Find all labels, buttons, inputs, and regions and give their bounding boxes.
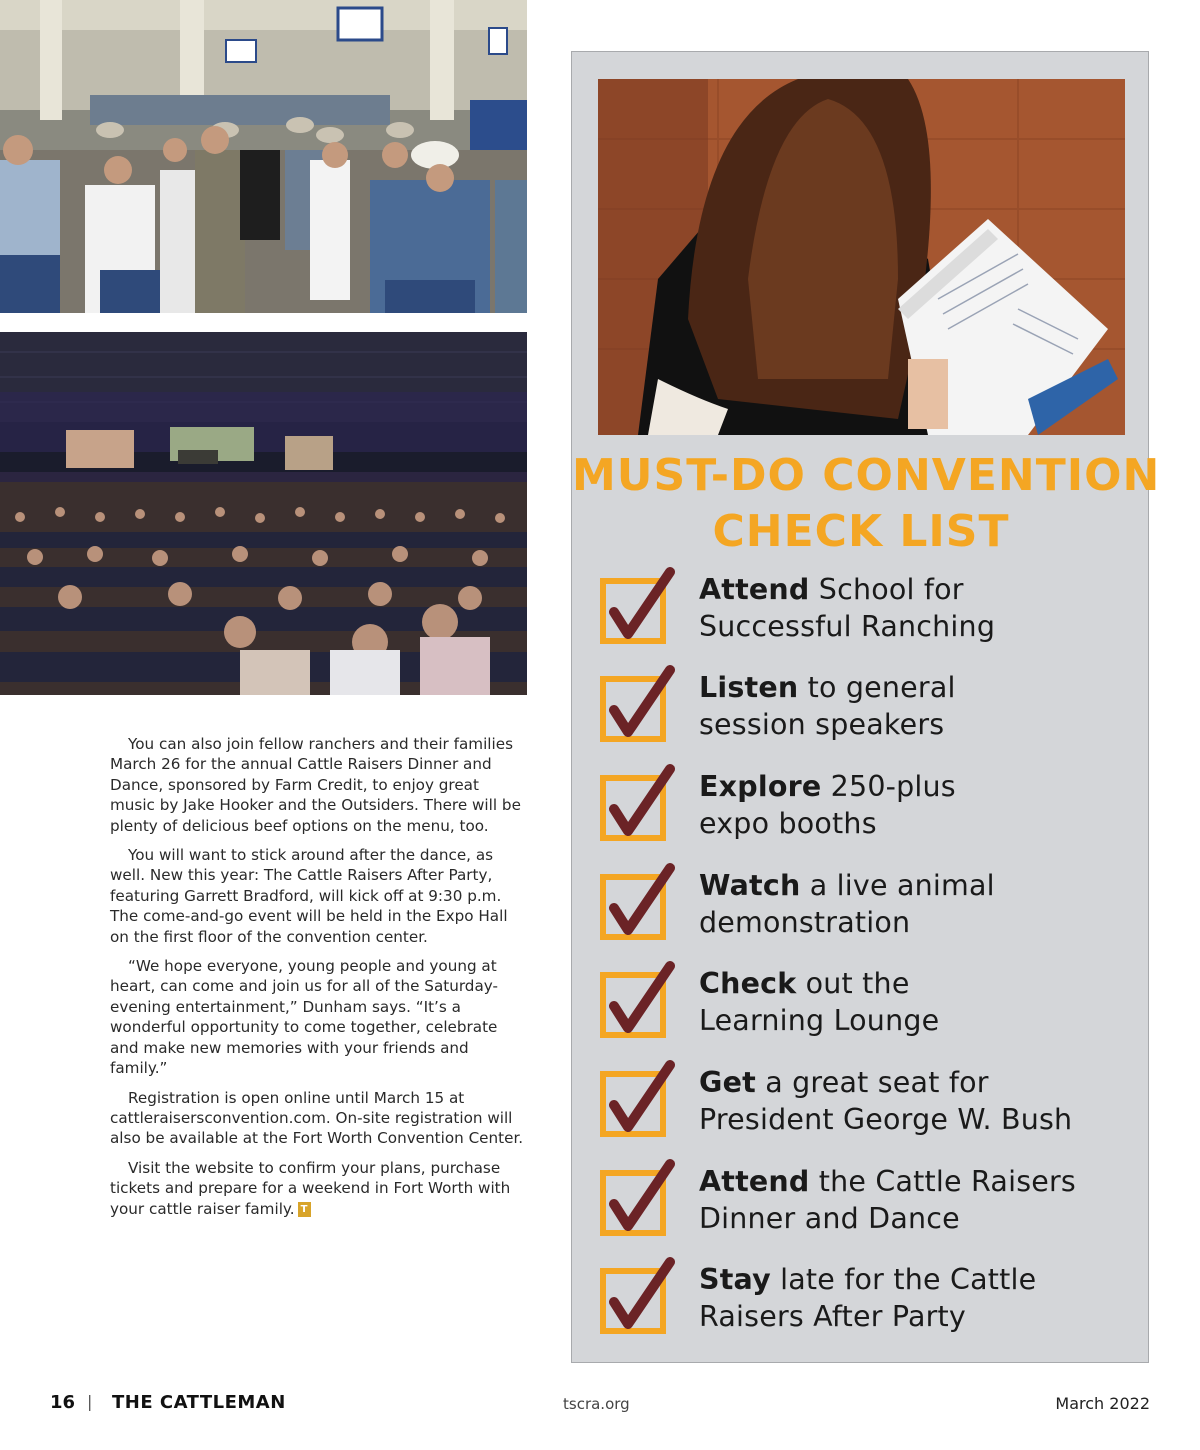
checkmark-icon	[600, 1268, 664, 1332]
checklist-item	[598, 572, 1138, 662]
general-session-photo	[0, 332, 527, 695]
checklist-title-line-1: MUST-DO CONVENTION	[572, 450, 1161, 501]
page-number: 16	[50, 1392, 76, 1413]
item-text-line-1: a live animal	[800, 869, 995, 902]
checklist-item	[598, 1164, 1138, 1254]
checklist-item	[598, 1262, 1138, 1352]
checklist-item	[598, 769, 1138, 859]
item-text-line-1: School for	[809, 573, 964, 606]
checkmark-icon	[600, 874, 664, 938]
checklist-item	[598, 966, 1138, 1056]
item-text-line-2: Learning Lounge	[699, 1003, 940, 1037]
item-text-line-1: out the	[796, 967, 910, 1000]
checkmark-icon	[600, 676, 664, 740]
publication-name: THE CATTLEMAN	[112, 1392, 286, 1413]
article-paragraph-3: “We hope everyone, young people and young at heart, can come and join us for all of the Saturday-evening entertainment,” Dunham says. “It’s a wonderful opportunity to come together, celebrate and make new memories with your friends and family.”	[110, 957, 498, 1078]
item-text-line-1: a great seat for	[755, 1066, 989, 1099]
checkmark-icon	[600, 972, 664, 1036]
page-footer	[0, 1390, 1200, 1420]
checklist-item	[598, 1065, 1138, 1155]
checklist-sidebar	[571, 51, 1161, 1363]
item-verb: Stay	[699, 1263, 771, 1296]
item-text-line-1: to general	[798, 671, 956, 704]
item-verb: Explore	[699, 770, 822, 803]
program-reader-photo	[598, 79, 1125, 435]
website-url[interactable]: tscra.org	[563, 1395, 630, 1413]
end-of-story-icon: T	[298, 1202, 311, 1217]
article-paragraph-5	[110, 1158, 524, 1219]
article-paragraph-4: Registration is open online until March 15 at cattleraisersconvention.com. On-site registration will also be available at the Fort Worth Convention Center.	[110, 1088, 524, 1148]
item-text-line-1: 250-plus	[821, 770, 956, 803]
article-paragraph-2: You will want to stick around after the dance, as well. New this year: The Cattle Raisers After Party, featuring Garrett Bradford, will kick off at 9:30 p.m. The come-and-go event will be held in the Expo Hall on the first floor of the convention center.	[110, 846, 508, 946]
item-text-line-2: Dinner and Dance	[699, 1201, 960, 1235]
footer-separator: |	[87, 1392, 93, 1411]
item-text-line-2: Successful Ranching	[699, 609, 996, 643]
issue-date: March 2022	[1055, 1394, 1150, 1413]
item-verb: Get	[699, 1066, 756, 1099]
checkmark-icon	[600, 1170, 664, 1234]
checklist-item	[598, 868, 1138, 958]
checkmark-icon	[600, 578, 664, 642]
item-verb: Attend	[699, 573, 810, 606]
item-verb: Watch	[699, 869, 801, 902]
item-text-line-2: Raisers After Party	[699, 1299, 966, 1333]
article-paragraph-5-text: Visit the website to confirm your plans, purchase tickets and prepare for a weekend in Fort Worth with your cattle raiser family.	[110, 1158, 511, 1218]
checklist-item	[598, 670, 1138, 760]
item-text-line-2: President George W. Bush	[699, 1102, 1073, 1136]
item-verb: Attend	[699, 1165, 810, 1198]
checkmark-icon	[600, 1071, 664, 1135]
expo-hall-photo	[0, 0, 527, 313]
item-text-line-2: session speakers	[699, 707, 945, 741]
article-body	[110, 734, 524, 1228]
item-verb: Listen	[699, 671, 799, 704]
item-text-line-2: demonstration	[699, 905, 911, 939]
item-verb: Check	[699, 967, 797, 1000]
article-paragraph-1: You can also join fellow ranchers and their families March 26 for the annual Cattle Raisers Dinner and Dance, sponsored by Farm Credit, to enjoy great music by Jake Hooker and the Outsiders. There will be plenty of delicious beef options on the menu, too.	[110, 735, 521, 835]
checkmark-icon	[600, 775, 664, 839]
item-text-line-1: late for the Cattle	[770, 1263, 1037, 1296]
item-text-line-2: expo booths	[699, 806, 877, 840]
checklist-title-line-2: CHECK LIST	[712, 506, 1010, 557]
item-text-line-1: the Cattle Raisers	[809, 1165, 1076, 1198]
checklist-title	[572, 448, 1161, 560]
